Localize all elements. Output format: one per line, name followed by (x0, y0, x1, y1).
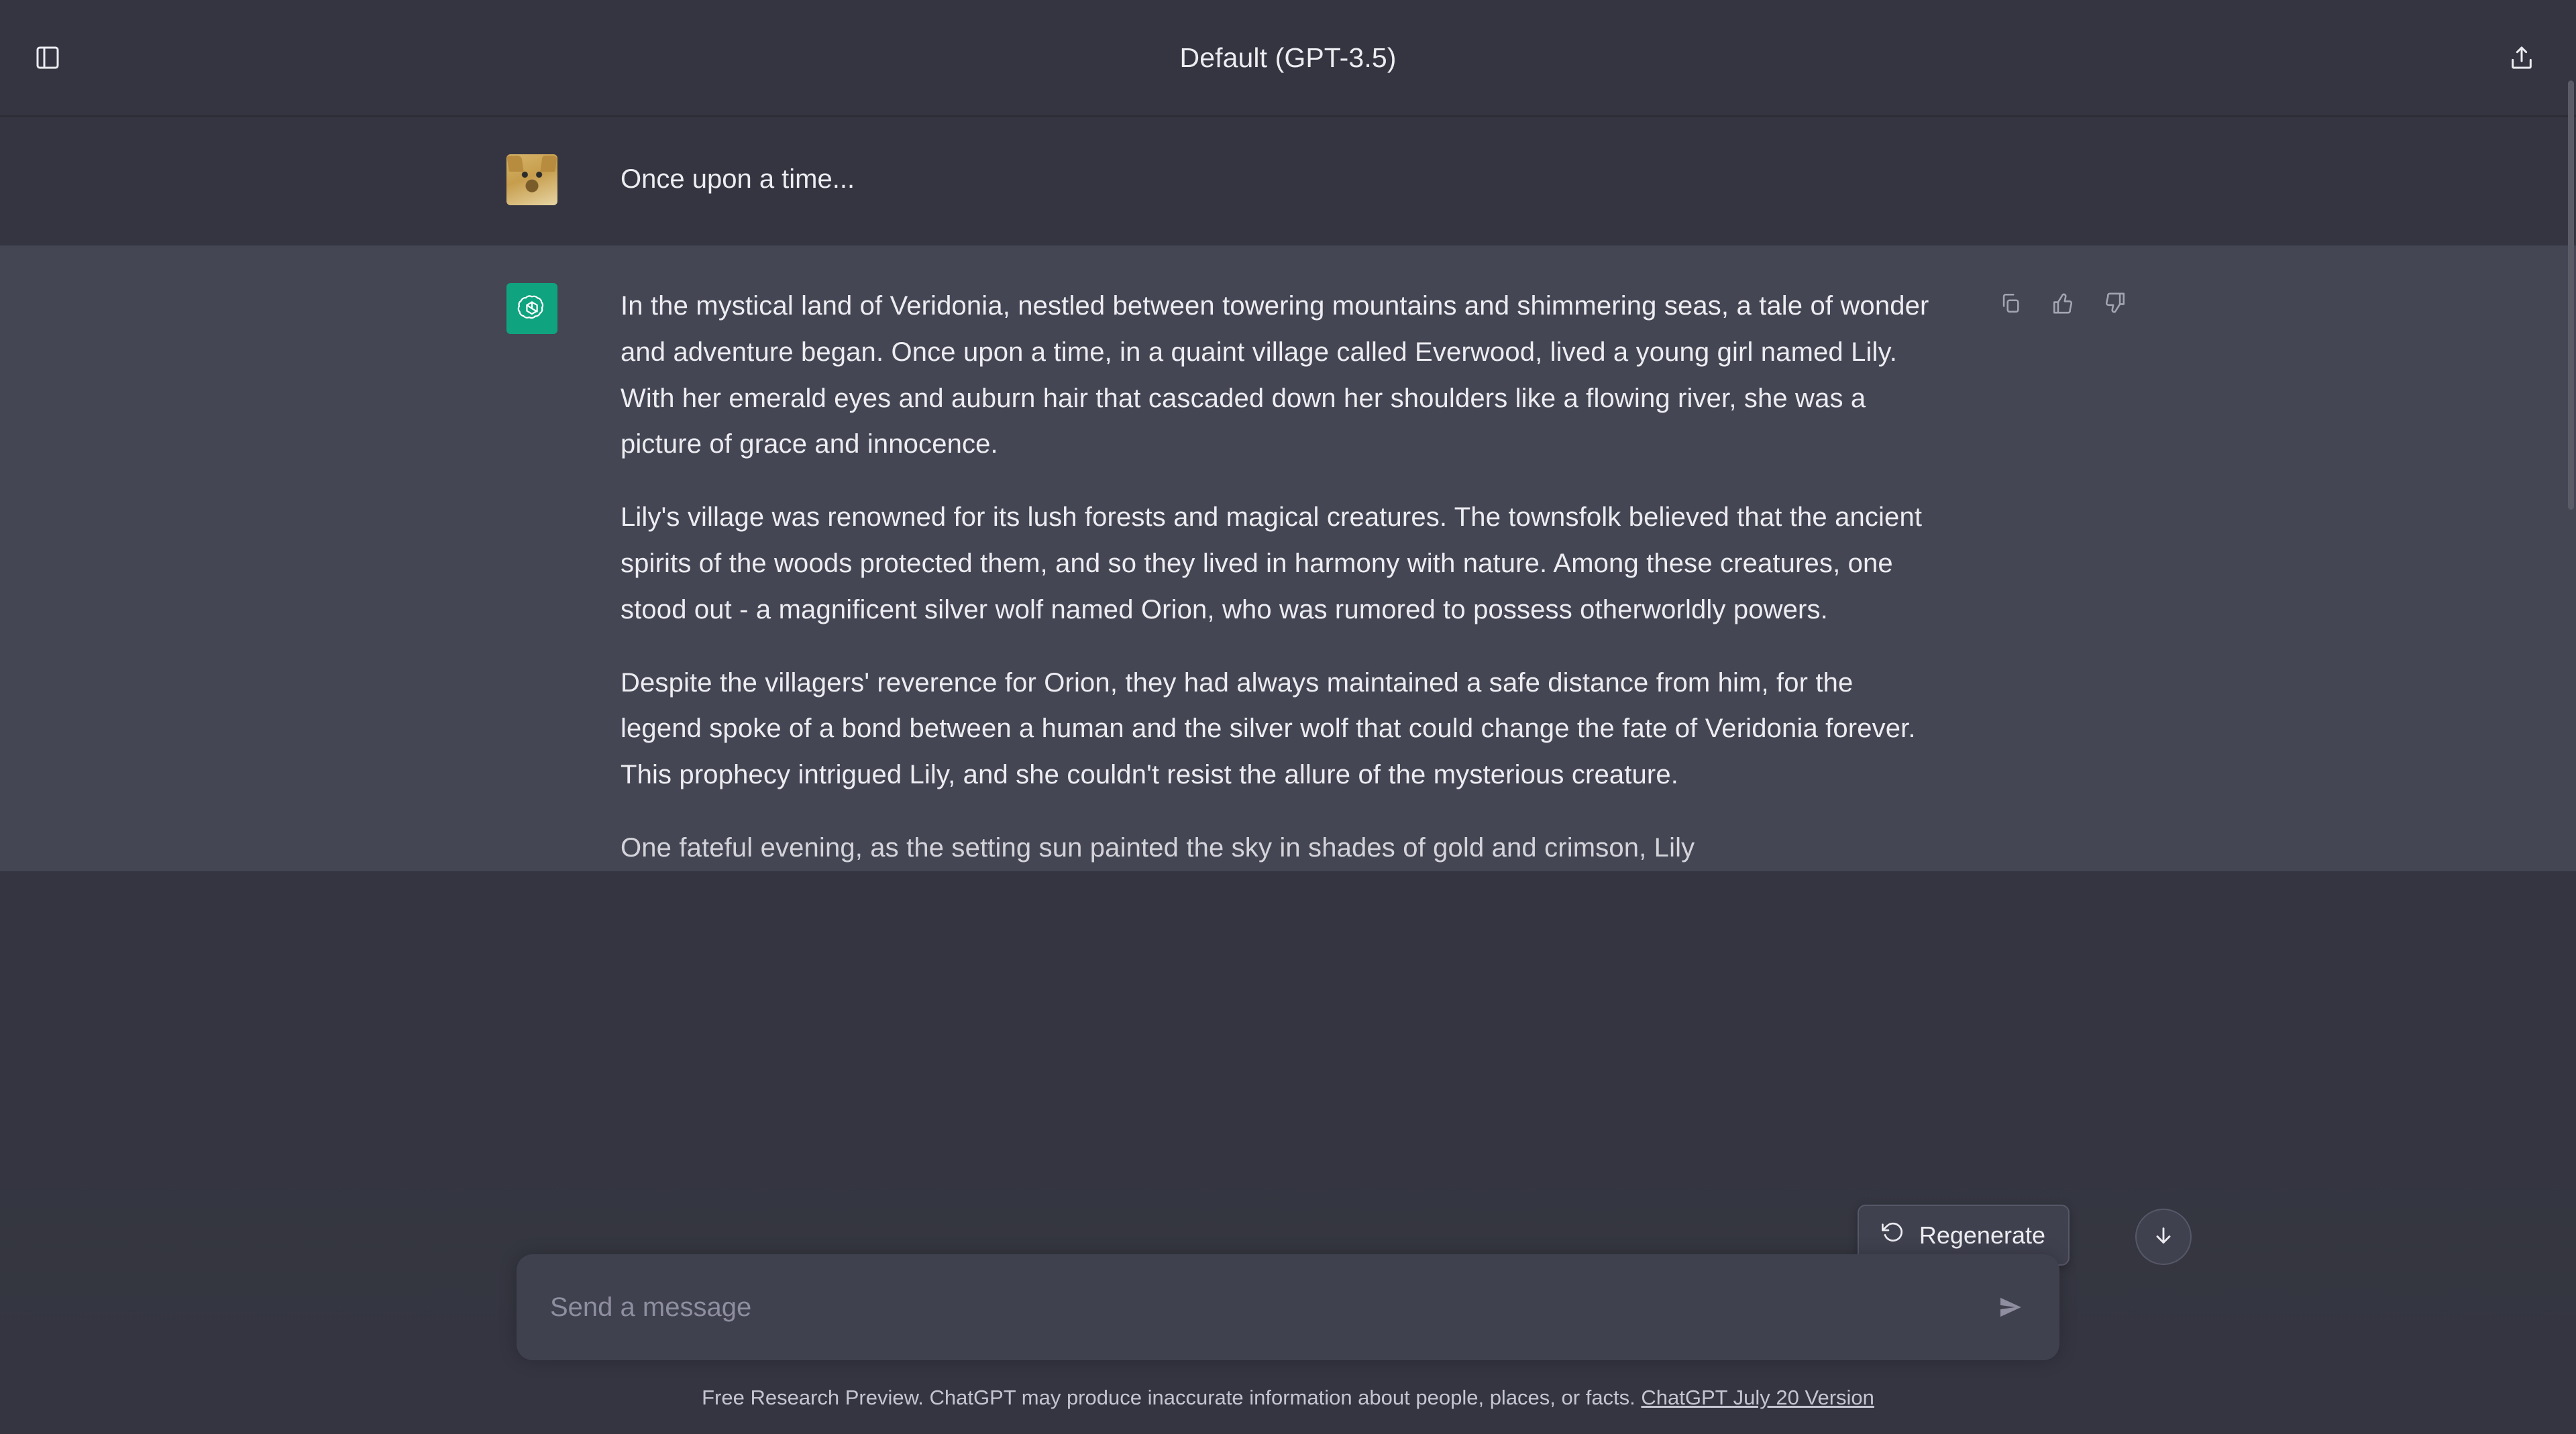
arrow-down-icon (2151, 1223, 2176, 1251)
top-bar (0, 0, 2576, 117)
thumbs-up-icon[interactable] (2048, 288, 2078, 318)
user-message-text: Once upon a time... (621, 164, 855, 194)
doge-avatar (506, 154, 557, 205)
assistant-message-body (621, 283, 2070, 871)
assistant-paragraph: In the mystical land of Veridonia, nestled between towering mountains and shimmering seas, a tale of wonder and adventure began. Once upon a time, in a quaint village called Everwood, lived a young girl named Lily. With her emerald eyes and auburn hair that cascaded down her shoulders like a flowing river, she was a picture of grace and innocence. (621, 291, 1929, 459)
footer-text: Free Research Preview. ChatGPT may produce inaccurate information about people, places, or facts. (702, 1386, 1635, 1409)
share-icon[interactable] (2502, 38, 2541, 77)
scroll-to-bottom-button[interactable] (2135, 1209, 2192, 1265)
thumbs-down-icon[interactable] (2100, 288, 2130, 318)
assistant-message-actions (1996, 288, 2130, 318)
user-message-body (621, 154, 2070, 205)
avatar-column (506, 283, 621, 871)
vertical-scrollbar[interactable] (2567, 0, 2576, 1434)
regenerate-label: Regenerate (1919, 1221, 2045, 1249)
message-input[interactable] (543, 1292, 1988, 1323)
scrollbar-thumb[interactable] (2568, 80, 2574, 510)
message-user (0, 117, 2576, 245)
message-composer[interactable] (517, 1254, 2059, 1360)
send-button[interactable] (1988, 1285, 2033, 1329)
page-title: Default (GPT-3.5) (1179, 42, 1397, 73)
version-link[interactable]: ChatGPT July 20 Version (1641, 1386, 1874, 1409)
sidebar-toggle-icon[interactable] (28, 38, 67, 77)
message-assistant (0, 245, 2576, 871)
regenerate-icon (1882, 1221, 1904, 1250)
assistant-paragraph: One fateful evening, as the setting sun painted the sky in shades of gold and crimson, Lily (621, 832, 1695, 863)
openai-logo-icon (506, 283, 557, 334)
avatar-column (506, 154, 621, 205)
footer-disclaimer (506, 1386, 2070, 1410)
assistant-paragraph: Despite the villagers' reverence for Orion, they had always maintained a safe distance from him, for the legend spoke of a bond between a human and the silver wolf that could change the fate of Veridonia forever. This prophecy intrigued Lily, and she couldn't resist the allure of the mysterious creature. (621, 667, 1916, 790)
copy-icon[interactable] (1996, 288, 2025, 318)
assistant-paragraph: Lily's village was renowned for its lush forests and magical creatures. The townsfolk believed that the ancient spirits of the woods protected them, and so they lived in harmony with nature. Among these creatures, one stood out - a magnificent silver wolf named Orion, who was rumored to possess otherworldly powers. (621, 502, 1923, 624)
